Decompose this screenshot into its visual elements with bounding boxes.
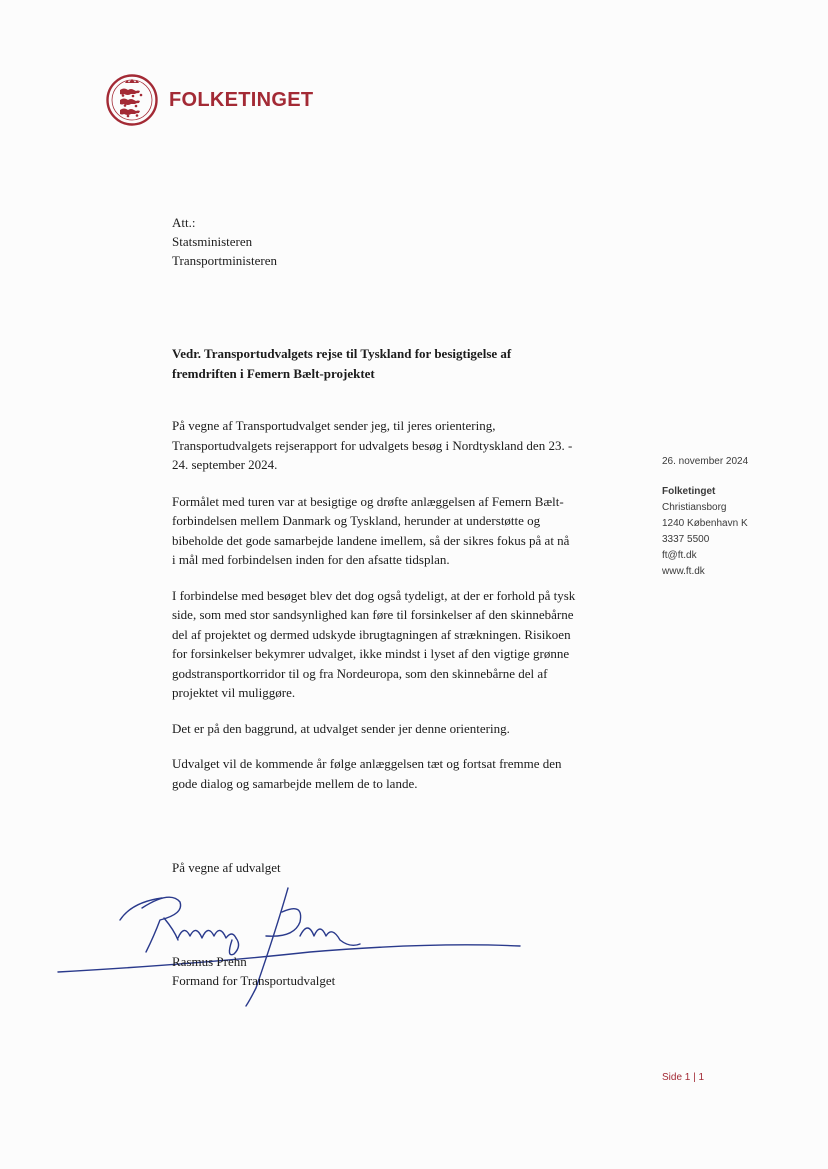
paragraph bbox=[172, 492, 592, 570]
coat-of-arms-icon bbox=[106, 74, 158, 126]
text-line: i mål med forbindelsen inden for den afsatte tidsplan. bbox=[172, 552, 450, 567]
text-line: for forsinkelser bekymrer udvalget, ikke mindst i lyset af den vigtige grønne bbox=[172, 646, 570, 661]
text-line: Udvalget vil de kommende år følge anlæggelsen tæt og fortsat fremme den bbox=[172, 756, 562, 771]
letter-date: 26. november 2024 bbox=[662, 456, 749, 467]
text-line: I forbindelse med besøget blev det dog også tydeligt, at der er forhold på tysk bbox=[172, 587, 576, 603]
text-line: bibeholde det gode samarbejde landene imellem, så der sikres fokus på at nå bbox=[172, 532, 570, 548]
text-line: gode dialog og samarbejde mellem de to lande. bbox=[172, 775, 418, 791]
text-line: Det er på den baggrund, at udvalget sender jer denne orientering. bbox=[172, 720, 510, 736]
email-address: ft@ft.dk bbox=[662, 550, 697, 561]
phone-number: 3337 5500 bbox=[662, 534, 710, 545]
subject-heading bbox=[172, 344, 592, 384]
paragraph bbox=[172, 754, 592, 793]
subject-line: Vedr. Transportudvalgets rejse til Tyskland for besigtigelse af bbox=[172, 346, 512, 361]
page-number: Side 1 | 1 bbox=[662, 1072, 705, 1083]
recipient-line: Statsministeren bbox=[172, 234, 253, 249]
website: www.ft.dk bbox=[662, 566, 705, 577]
logo-wordmark: FOLKETINGET bbox=[169, 88, 314, 111]
text-line: Transportudvalgets rejserapport for udvalgets besøg i Nordtyskland den 23. - bbox=[172, 437, 573, 453]
text-line: side, som med stor sandsynlighed kan føre til forsinkelser af den skinnebårne bbox=[172, 607, 574, 622]
sender-info bbox=[662, 454, 748, 580]
letter-body bbox=[172, 416, 592, 793]
sender-org: Folketinget bbox=[662, 486, 716, 497]
recipients-block bbox=[172, 213, 277, 270]
att-label: Att.: bbox=[172, 215, 196, 230]
address-line: Christiansborg bbox=[662, 502, 727, 513]
folketinget-logo bbox=[106, 74, 313, 126]
signer-name: Rasmus Prehn bbox=[172, 954, 247, 969]
text-line: Formålet med turen var at besigtige og drøfte anlæggelsen af Femern Bælt- bbox=[172, 493, 564, 509]
address-line: 1240 København K bbox=[662, 518, 748, 529]
text-line: 24. september 2024. bbox=[172, 457, 278, 472]
recipient-line: Transportministeren bbox=[172, 253, 277, 268]
text-line: projektet vil muliggøre. bbox=[172, 685, 296, 700]
paragraph bbox=[172, 586, 592, 703]
signer-block bbox=[172, 952, 335, 990]
paragraph bbox=[172, 719, 592, 739]
text-line: del af projektet og dermed udskyde ibrugtagningen af strækningen. Risikoen bbox=[172, 626, 571, 642]
text-line: godstransportkorridor til og fra Nordeuropa, som den skinnebårne del af bbox=[172, 665, 548, 681]
text-line: forbindelsen mellem Danmark og Tyskland, herunder at understøtte og bbox=[172, 513, 541, 528]
text-line: På vegne af Transportudvalget sender jeg, til jeres orientering, bbox=[172, 418, 496, 433]
paragraph bbox=[172, 416, 592, 475]
closing-line: På vegne af udvalget bbox=[172, 860, 281, 875]
signer-title: Formand for Transportudvalget bbox=[172, 973, 336, 988]
handwritten-signature bbox=[50, 880, 530, 1020]
subject-line: fremdriften i Femern Bælt-projektet bbox=[172, 366, 375, 381]
